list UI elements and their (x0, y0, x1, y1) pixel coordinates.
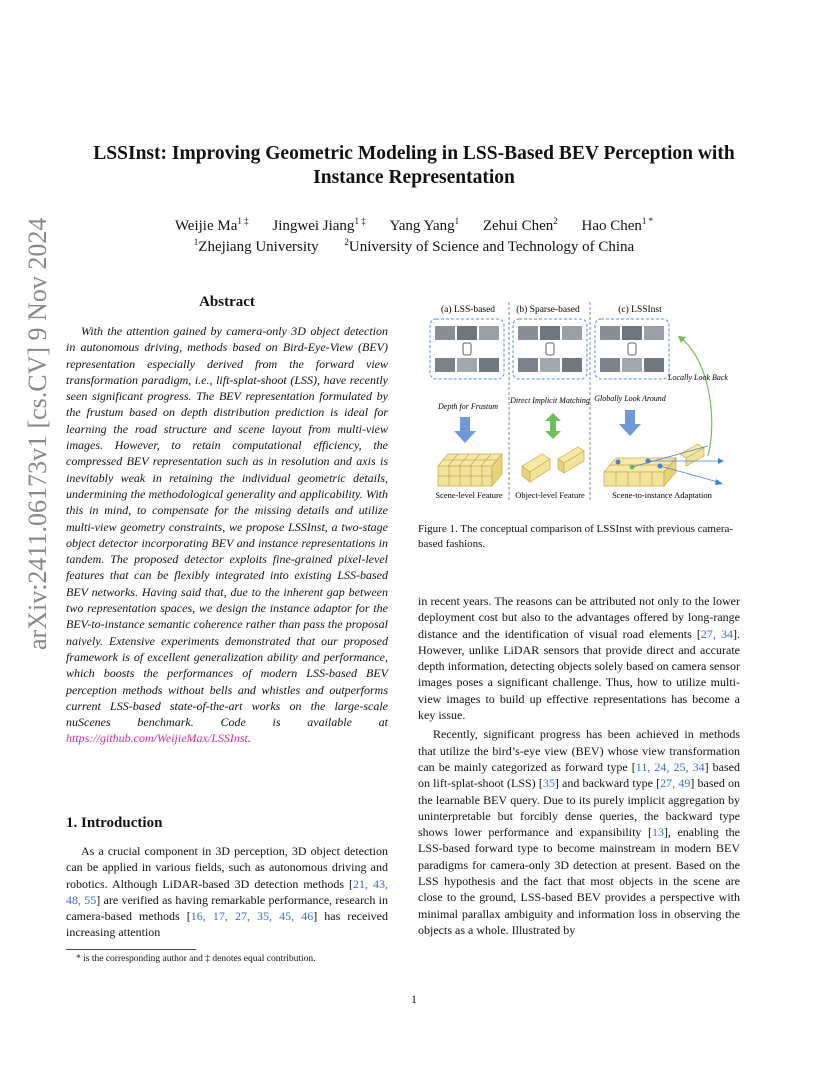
footnote: * is the corresponding author and ‡ denotes equal contribution. (76, 954, 316, 964)
bottom-label-object: Object-level Feature (515, 490, 585, 500)
right-column-text (418, 593, 740, 938)
citation[interactable]: 16, 17, 27, 35, 45, 46 (190, 909, 314, 924)
camera-images-c (600, 326, 664, 372)
panel-label-c: (c) LSSInst (618, 305, 662, 315)
citation[interactable]: 13 (651, 825, 664, 840)
footnote-rule (66, 949, 196, 950)
panel-label-b: (b) Sparse-based (516, 305, 580, 315)
author: Zehui Chen$^2$ (482, 216, 558, 234)
abstract-heading: Abstract (199, 294, 255, 310)
citation[interactable]: 35 (542, 776, 555, 791)
annotation-implicit-matching: Direct Implicit Matching (510, 396, 590, 405)
paragraph: in recent years. The reasons can be attributed not only to the lower deployment cost but also to the advantages offered by long-range distance and the identification of visual road elements [27, 34]. However, unlike LiDAR sensors that provide direct and accurate depth information, detecting objects solely based on camera sensor images poses a significant challenge. Thus, how to utilize multi-view images to build up effective representations has become a key issue. (418, 594, 740, 723)
introduction-paragraph: As a crucial component in 3D perception, 3D object detection can be applied in various fields, such as autonomous driving and robotics. Although LiDAR-based 3D detection methods [21, 43, 48, 55] are verified as having remarkable performance, research in camera-based methods [16, 17, 27, 35, 45, 46] has received increasing attention (66, 844, 388, 940)
code-link[interactable]: https://github.com/WeijieMax/LSSInst (66, 731, 248, 746)
author-list (60, 217, 768, 236)
citation[interactable]: 27, 34 (700, 626, 733, 641)
affiliation-list (60, 238, 768, 257)
double-arrow-b (545, 413, 561, 439)
arxiv-stamp: arXiv:2411.06173v1 [cs.CV] 9 Nov 2024 (23, 217, 52, 650)
bev-grid-instance (604, 444, 704, 486)
author: Hao Chen$^{1 *}$ (581, 216, 654, 234)
look-back-arrow (678, 336, 712, 456)
bottom-label-scene: Scene-level Feature (435, 490, 503, 500)
annotation-globally-look-around: Globally Look Around (594, 394, 666, 403)
introduction-heading: 1. Introduction (66, 815, 163, 831)
citation[interactable]: 21, 43, 48, 55 (66, 876, 388, 907)
paragraph: Recently, significant progress has been achieved in methods that utilize the bird’s-eye view (BEV) whose view transformation can be mainly categorized as forward type [11, 24, 25, 34] based on lift-splat-shoot (LSS) [35] and backward type [27, 49] based on the learnable BEV query. Due to its purely implicit aggregation by uninterpretable but forcibly dense queries, the backward type shows lower performance and expansibility [13], enabling the LSS-based forward type to become mainstream in modern BEV paradigms for camera-only 3D detection at present. Based on the LSS hypothesis and the fact that most objects in the scene are close to the ground, LSS-based BEV provides a perspective with minimal parallax ambiguity and information loss in observing the objects as a whole. Illustrated by (418, 727, 740, 937)
abstract-text: With the attention gained by camera-only 3D object detection in autonomous driving, methods based on Bird-Eye-View (BEV) representation especially derived from the forward view transformation paradigm, i.e., lift-splat-shoot (LSS), have recently seen significant progress. The BEV representation formulated by the frustum based on depth distribution prediction is ideal for learning the road structure and scene layout from multi-view images. However, to retain computational efficiency, the compressed BEV representation such as in resolution and axis is inevitably weak in retaining the individual geometric details, undermining the methodological generality and applicability. With this in mind, to compensate for the missing details and utilize multi-view geometry constraints, we propose LSSInst, a two-stage object detector incorporating BEV and instance representations in tandem. The proposed detector exploits fine-grained pixel-level features that can be flexibly integrated into existing LSS-based BEV networks. Having said that, due to the inherent gap between two representation spaces, we design the instance adaptor for the BEV-to-instance semantic coherence rather than pass the proposal naively. Extensive experiments demonstrated that our proposed framework is of excellent generalization ability and performance, which boosts the performances of modern LSS-based BEV perception methods without bells and whistles and outperforms current LSS-based state-of-the-art works on the large-scale nuScenes benchmark. Code is available at https://github.com/WeijieMax/LSSInst. (66, 324, 388, 746)
annotation-depth: Depth for Frustum (438, 402, 498, 411)
citation[interactable]: 27, 49 (660, 776, 691, 791)
affiliation: $^2$University of Science and Technology of China (344, 237, 635, 255)
down-arrow-a (454, 417, 476, 443)
page-number: 1 (411, 992, 417, 1006)
panel-label-a: (a) LSS-based (440, 305, 496, 315)
annotation-locally-look-back: Locally Look Back (668, 373, 728, 382)
author: Jingwei Jiang$^{1 \ddagger}$ (272, 216, 366, 234)
affiliation: $^1$Zhejiang University (193, 237, 319, 255)
bev-grid-scene (438, 454, 502, 486)
camera-images-a (435, 326, 499, 372)
author: Yang Yang$^1$ (389, 216, 460, 234)
bottom-label-adaptation: Scene-to-instance Adaptation (612, 490, 712, 500)
figure-1 (418, 296, 748, 508)
camera-images-b (518, 326, 582, 372)
paper-title: LSSInst: Improving Geometric Modeling in LSS-Based BEV Perception with Instance Representation (93, 143, 735, 188)
figure-caption: Figure 1. The conceptual comparison of LSSInst with previous camera-based fashions. (418, 523, 734, 550)
down-arrow-c (619, 410, 641, 436)
object-cuboids (522, 447, 584, 482)
citation[interactable]: 11, 24, 25, 34 (635, 759, 705, 774)
author: Weijie $Ma^{1 \ddagger}$ (174, 216, 249, 234)
